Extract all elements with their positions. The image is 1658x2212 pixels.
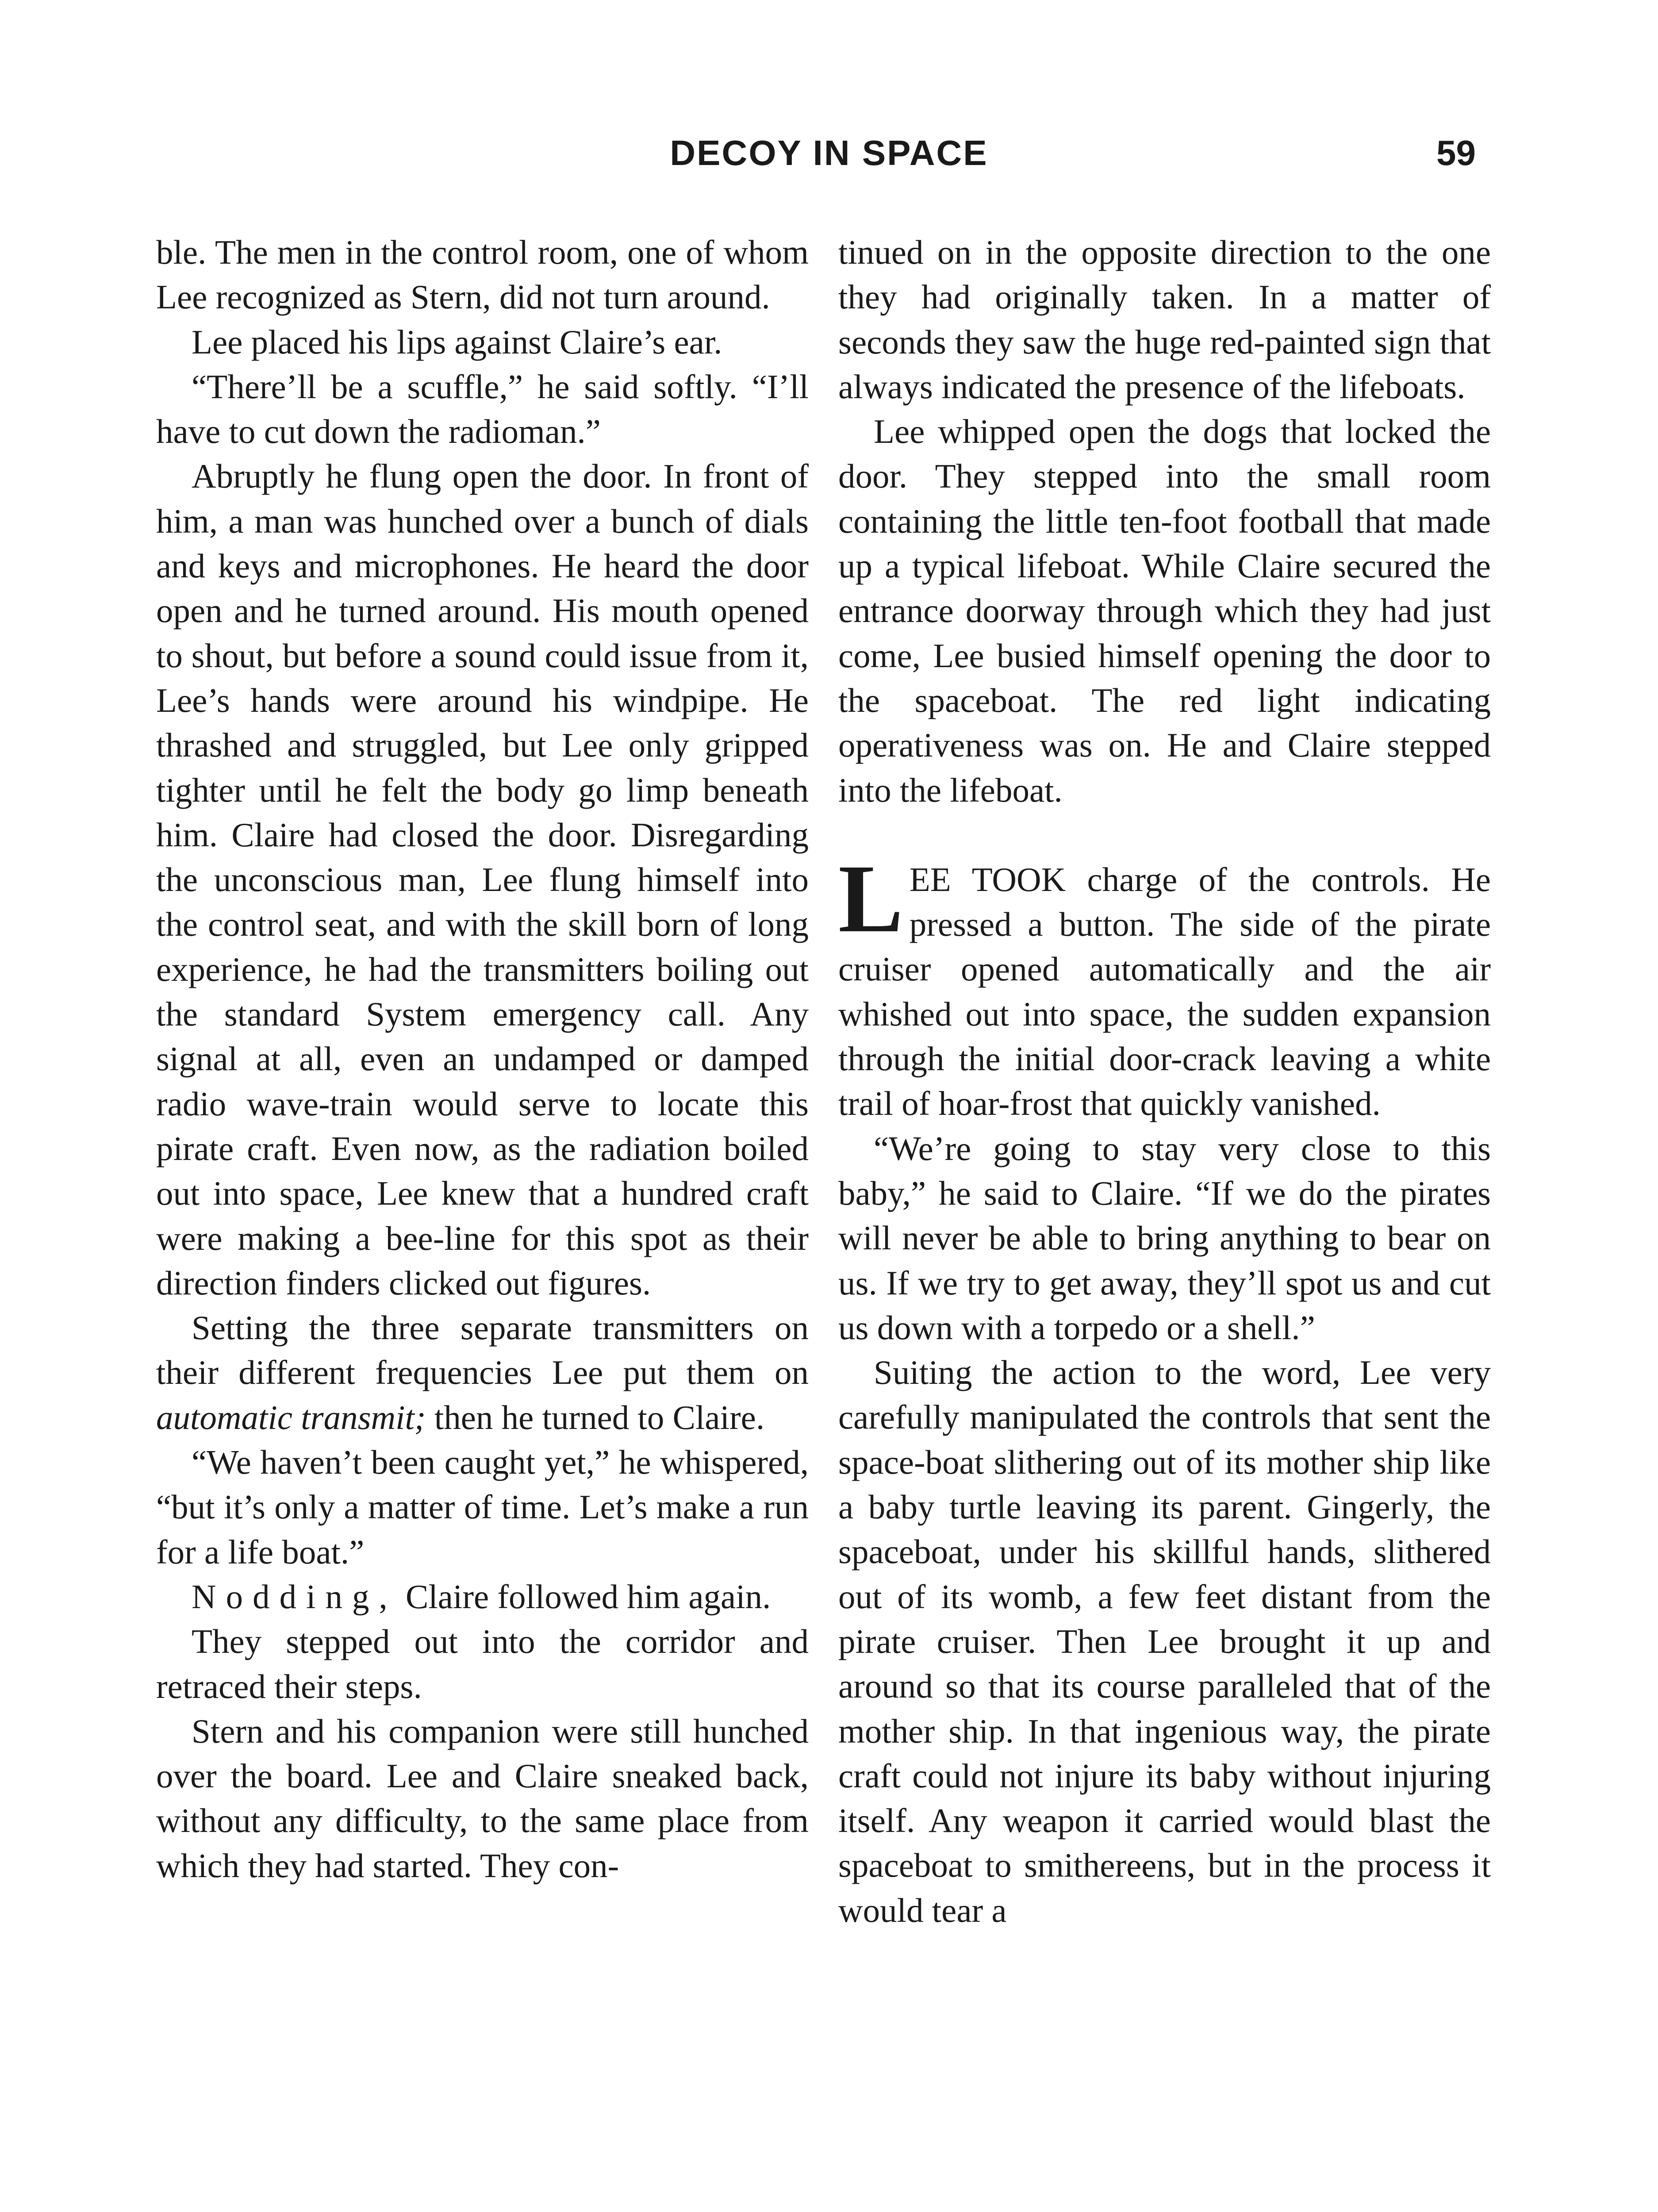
paragraph: “There’ll be a scuffle,” he said softly. “I’ll have to cut down the radioman.” <box>156 367 809 451</box>
paragraph-text: Claire followed him again. <box>397 1577 771 1616</box>
paragraph <box>156 1306 809 1440</box>
paragraph: Stern and his companion were still hunched over the board. Lee and Claire sneaked back, without any difficulty, to the same place from which they had started. They con- <box>156 1712 809 1885</box>
left-column <box>156 230 809 2212</box>
running-title: DECOY IN SPACE <box>670 133 988 173</box>
page-number: 59 <box>1436 133 1476 173</box>
paragraph: Abruptly he flung open the door. In front of him, a man was hunched over a bunch of dials and keys and microphones. He heard the door open and he turned around. His mouth opened to shout, but before a sound could issue from it, Lee’s hands were around his windpipe. He thrashed and struggled, but Lee only gripped tighter until he felt the body go limp beneath him. Claire had closed the door. Disregarding the unconscious man, Lee flung himself into the control seat, and with the skill born of long experience, he had the transmitters boiling out the standard System emergency call. Any signal at all, even an undamped or damped radio wave-train would serve to locate this pirate craft. Even now, as the radiation boiled out into space, Lee knew that a hundred craft were making a bee-line for this spot as their direction finders clicked out figures. <box>156 457 809 1302</box>
paragraph: “We’re going to stay very close to this baby,” he said to Claire. “If we do the pirates will never be able to bring anything to bear on us. If we try to get away, they’ll spot us and cut us down with a torpedo or a shell.” <box>838 1129 1491 1347</box>
paragraph <box>156 1575 809 1619</box>
paragraph: “We haven’t been caught yet,” he whispered, “but it’s only a matter of time. Let’s make a run for a life boat.” <box>156 1443 809 1571</box>
paragraph: ble. The men in the control room, one of whom Lee recognized as Stern, did not turn around. <box>156 233 809 316</box>
letterspaced-word: Nodding, <box>192 1577 397 1616</box>
italic-text: automatic transmit; <box>156 1398 426 1436</box>
paragraph: Lee placed his lips against Claire’s ear. <box>192 323 722 361</box>
paragraph: Lee whipped open the dogs that locked the door. They stepped into the small room containing the little ten-foot football that made up a typical lifeboat. While Claire secured the entrance doorway through which they had just come, Lee busied himself opening the door to the spaceboat. The red light indicating operativeness was on. He and Claire stepped into the lifeboat. <box>838 412 1491 809</box>
paragraph-text: then he turned to Claire. <box>426 1398 765 1436</box>
page-header <box>0 133 1658 190</box>
paragraph-text: EE TOOK charge of the controls. He pressed a button. The side of the pirate cruiser opened automatically and the air whished out into space, the sudden expansion through the initial door-crack leaving a white trail of hoar-frost that quickly vanished. <box>838 860 1491 1123</box>
drop-cap: L <box>838 844 903 952</box>
paragraph: They stepped out into the corridor and retraced their steps. <box>156 1622 809 1705</box>
paragraph: tinued on in the opposite direction to the one they had originally taken. In a matter of seconds they saw the huge red-painted sign that always indicated the presence of the lifeboats. <box>838 233 1491 406</box>
paragraph: Suiting the action to the word, Lee very carefully manipulated the controls that sent the space-boat slithering out of its mother ship like a baby turtle leaving its parent. Gingerly, the spaceboat, under his skillful hands, slithered out of its womb, a few feet distant from the pirate cruiser. Then Lee brought it up and around so that its course paralleled that of the mother ship. In that ingenious way, the pirate craft could not injure its baby without injuring itself. Any weapon it carried would blast the spaceboat to smithereens, but in the process it would tear a <box>838 1353 1491 1929</box>
section-start-paragraph <box>838 844 1491 1126</box>
paragraph-text: Setting the three separate transmitters on their different frequencies Lee put them on <box>156 1309 809 1392</box>
right-column <box>838 230 1491 2212</box>
